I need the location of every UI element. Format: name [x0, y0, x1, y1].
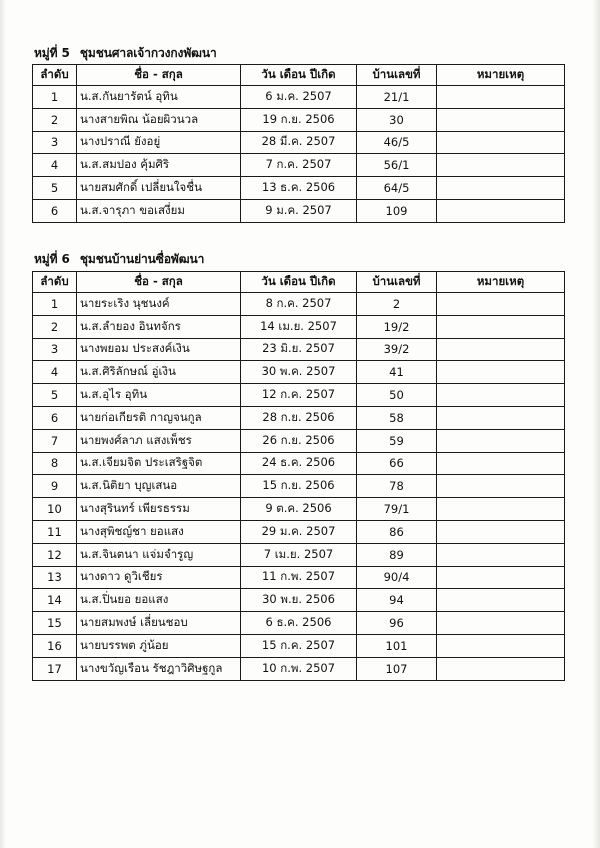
- row-house-cell: 46/5: [357, 131, 437, 154]
- row-remark-cell: [437, 406, 565, 429]
- table-row: [33, 199, 565, 222]
- row-name-cell: น.ส.เจียมจิต ประเสริฐจิต: [77, 452, 241, 475]
- row-birth-cell: 6 ม.ค. 2507: [241, 86, 357, 109]
- row-house-cell: 94: [357, 589, 437, 612]
- table-row: [33, 566, 565, 589]
- row-birth-cell: 15 ก.ย. 2506: [241, 475, 357, 498]
- row-name-cell: นางสุรินทร์ เพียรธรรม: [77, 498, 241, 521]
- row-remark-cell: [437, 520, 565, 543]
- table-row: [33, 154, 565, 177]
- col-header-remark: หมายเหตุ: [437, 65, 565, 86]
- row-house-cell: 58: [357, 406, 437, 429]
- row-house-cell: 109: [357, 199, 437, 222]
- row-no-cell: 4: [33, 361, 77, 384]
- row-remark-cell: [437, 315, 565, 338]
- row-no-cell: 4: [33, 154, 77, 177]
- table-row: [33, 429, 565, 452]
- row-birth-cell: 11 ก.พ. 2507: [241, 566, 357, 589]
- row-name-cell: น.ส.ศิริลักษณ์ อู่เงิน: [77, 361, 241, 384]
- table-row: [33, 589, 565, 612]
- row-birth-cell: 13 ธ.ค. 2506: [241, 177, 357, 200]
- table-row: [33, 657, 565, 680]
- row-name-cell: นางดาว ดูวิเชียร: [77, 566, 241, 589]
- table-row: [33, 406, 565, 429]
- table-row: [33, 498, 565, 521]
- row-remark-cell: [437, 498, 565, 521]
- col-header-house: บ้านเลขที่: [357, 65, 437, 86]
- row-remark-cell: [437, 452, 565, 475]
- row-birth-cell: 30 พ.ค. 2507: [241, 361, 357, 384]
- table-row: [33, 108, 565, 131]
- col-header-remark: หมายเหตุ: [437, 272, 565, 293]
- group6-community: ชุมชนบ้านย่านซื่อพัฒนา: [79, 252, 205, 266]
- row-house-cell: 96: [357, 612, 437, 635]
- row-remark-cell: [437, 657, 565, 680]
- table-header-row: [33, 65, 565, 86]
- row-name-cell: นายบรรพต ภู่น้อย: [77, 634, 241, 657]
- table-row: [33, 475, 565, 498]
- row-birth-cell: 23 มิ.ย. 2507: [241, 338, 357, 361]
- row-name-cell: น.ส.ลำยอง อินทจักร: [77, 315, 241, 338]
- row-house-cell: 79/1: [357, 498, 437, 521]
- row-no-cell: 7: [33, 429, 77, 452]
- row-birth-cell: 14 เม.ย. 2507: [241, 315, 357, 338]
- table-row: [33, 612, 565, 635]
- row-name-cell: น.ส.นิติยา บุญเสนอ: [77, 475, 241, 498]
- row-remark-cell: [437, 589, 565, 612]
- row-remark-cell: [437, 429, 565, 452]
- row-remark-cell: [437, 293, 565, 316]
- row-remark-cell: [437, 108, 565, 131]
- group5-label: หมู่ที่ 5: [34, 46, 70, 60]
- row-no-cell: 3: [33, 131, 77, 154]
- row-remark-cell: [437, 177, 565, 200]
- table-row: [33, 384, 565, 407]
- table-row: [33, 338, 565, 361]
- row-birth-cell: 9 ต.ค. 2506: [241, 498, 357, 521]
- row-house-cell: 2: [357, 293, 437, 316]
- table-row: [33, 315, 565, 338]
- row-name-cell: น.ส.จารุภา ขอเสงี่ยม: [77, 199, 241, 222]
- table-row: [33, 293, 565, 316]
- row-birth-cell: 15 ก.ค. 2507: [241, 634, 357, 657]
- row-name-cell: น.ส.จินตนา แจ่มจำรูญ: [77, 543, 241, 566]
- group5-community: ชุมชนศาลเจ้ากวงกงพัฒนา: [79, 46, 217, 60]
- col-header-birth: วัน เดือน ปีเกิด: [241, 65, 357, 86]
- col-header-birth: วัน เดือน ปีเกิด: [241, 272, 357, 293]
- row-no-cell: 8: [33, 452, 77, 475]
- row-no-cell: 5: [33, 177, 77, 200]
- table-row: [33, 86, 565, 109]
- row-birth-cell: 29 ม.ค. 2507: [241, 520, 357, 543]
- row-house-cell: 86: [357, 520, 437, 543]
- row-birth-cell: 8 ก.ค. 2507: [241, 293, 357, 316]
- row-no-cell: 12: [33, 543, 77, 566]
- row-birth-cell: 24 ธ.ค. 2506: [241, 452, 357, 475]
- row-no-cell: 6: [33, 406, 77, 429]
- col-header-name: ชื่อ - สกุล: [77, 65, 241, 86]
- row-birth-cell: 9 ม.ค. 2507: [241, 199, 357, 222]
- row-remark-cell: [437, 612, 565, 635]
- row-no-cell: 6: [33, 199, 77, 222]
- row-no-cell: 2: [33, 108, 77, 131]
- row-no-cell: 5: [33, 384, 77, 407]
- row-no-cell: 2: [33, 315, 77, 338]
- group5-heading: [34, 44, 223, 63]
- row-remark-cell: [437, 361, 565, 384]
- row-no-cell: 15: [33, 612, 77, 635]
- row-name-cell: น.ส.ปิ่นยอ ยอแสง: [77, 589, 241, 612]
- row-house-cell: 78: [357, 475, 437, 498]
- row-no-cell: 14: [33, 589, 77, 612]
- row-name-cell: นางสุพิชญ์ชา ยอแสง: [77, 520, 241, 543]
- row-birth-cell: 30 พ.ย. 2506: [241, 589, 357, 612]
- table-row: [33, 452, 565, 475]
- col-header-no: ลำดับ: [33, 65, 77, 86]
- row-name-cell: นายระเริง นุชนงค์: [77, 293, 241, 316]
- row-birth-cell: 6 ธ.ค. 2506: [241, 612, 357, 635]
- row-house-cell: 101: [357, 634, 437, 657]
- row-no-cell: 1: [33, 293, 77, 316]
- row-remark-cell: [437, 475, 565, 498]
- row-remark-cell: [437, 543, 565, 566]
- row-remark-cell: [437, 566, 565, 589]
- row-house-cell: 30: [357, 108, 437, 131]
- row-name-cell: นายสมพงษ์ เลี่ยนชอบ: [77, 612, 241, 635]
- table-row: [33, 520, 565, 543]
- row-no-cell: 16: [33, 634, 77, 657]
- table-row: [33, 634, 565, 657]
- row-name-cell: น.ส.กันยารัตน์ อุทิน: [77, 86, 241, 109]
- col-header-no: ลำดับ: [33, 272, 77, 293]
- row-house-cell: 107: [357, 657, 437, 680]
- row-remark-cell: [437, 154, 565, 177]
- row-name-cell: นางขวัญเรือน รัชฎาวิศิษฐกูล: [77, 657, 241, 680]
- row-name-cell: นางสายพิณ น้อยผิวนวล: [77, 108, 241, 131]
- row-house-cell: 21/1: [357, 86, 437, 109]
- row-no-cell: 1: [33, 86, 77, 109]
- row-name-cell: น.ส.อุไร อุทิน: [77, 384, 241, 407]
- row-house-cell: 89: [357, 543, 437, 566]
- row-name-cell: นางพยอม ประสงค์เงิน: [77, 338, 241, 361]
- row-birth-cell: 28 มี.ค. 2507: [241, 131, 357, 154]
- row-house-cell: 50: [357, 384, 437, 407]
- table-row: [33, 177, 565, 200]
- group5-rows: [33, 86, 565, 223]
- row-house-cell: 56/1: [357, 154, 437, 177]
- row-no-cell: 17: [33, 657, 77, 680]
- row-house-cell: 64/5: [357, 177, 437, 200]
- group6-heading: [34, 250, 210, 269]
- group6-label: หมู่ที่ 6: [34, 252, 70, 266]
- row-name-cell: นางปราณี ยังอยู่: [77, 131, 241, 154]
- col-header-house: บ้านเลขที่: [357, 272, 437, 293]
- row-remark-cell: [437, 338, 565, 361]
- row-birth-cell: 19 ก.ย. 2506: [241, 108, 357, 131]
- row-birth-cell: 7 ก.ค. 2507: [241, 154, 357, 177]
- row-birth-cell: 7 เม.ย. 2507: [241, 543, 357, 566]
- row-no-cell: 11: [33, 520, 77, 543]
- row-remark-cell: [437, 131, 565, 154]
- row-no-cell: 10: [33, 498, 77, 521]
- group6-table: [32, 271, 565, 681]
- row-birth-cell: 26 ก.ย. 2506: [241, 429, 357, 452]
- table-row: [33, 361, 565, 384]
- table-header-row: [33, 272, 565, 293]
- row-house-cell: 39/2: [357, 338, 437, 361]
- group6-rows: [33, 293, 565, 681]
- table-row: [33, 543, 565, 566]
- table-row: [33, 131, 565, 154]
- col-header-name: ชื่อ - สกุล: [77, 272, 241, 293]
- row-remark-cell: [437, 86, 565, 109]
- row-name-cell: นายสมศักดิ์ เปลี่ยนใจชื่น: [77, 177, 241, 200]
- row-remark-cell: [437, 199, 565, 222]
- row-birth-cell: 10 ก.พ. 2507: [241, 657, 357, 680]
- row-name-cell: นายก่อเกียรติ กาญจนกูล: [77, 406, 241, 429]
- row-birth-cell: 28 ก.ย. 2506: [241, 406, 357, 429]
- row-house-cell: 66: [357, 452, 437, 475]
- row-house-cell: 59: [357, 429, 437, 452]
- row-no-cell: 9: [33, 475, 77, 498]
- row-house-cell: 19/2: [357, 315, 437, 338]
- row-birth-cell: 12 ก.ค. 2507: [241, 384, 357, 407]
- row-no-cell: 13: [33, 566, 77, 589]
- row-no-cell: 3: [33, 338, 77, 361]
- row-name-cell: นายพงศ์ลาภ แสงเพ็ชร: [77, 429, 241, 452]
- row-house-cell: 90/4: [357, 566, 437, 589]
- row-remark-cell: [437, 384, 565, 407]
- row-remark-cell: [437, 634, 565, 657]
- group5-table: [32, 64, 565, 223]
- row-house-cell: 41: [357, 361, 437, 384]
- row-name-cell: น.ส.สมปอง คุ้มศิริ: [77, 154, 241, 177]
